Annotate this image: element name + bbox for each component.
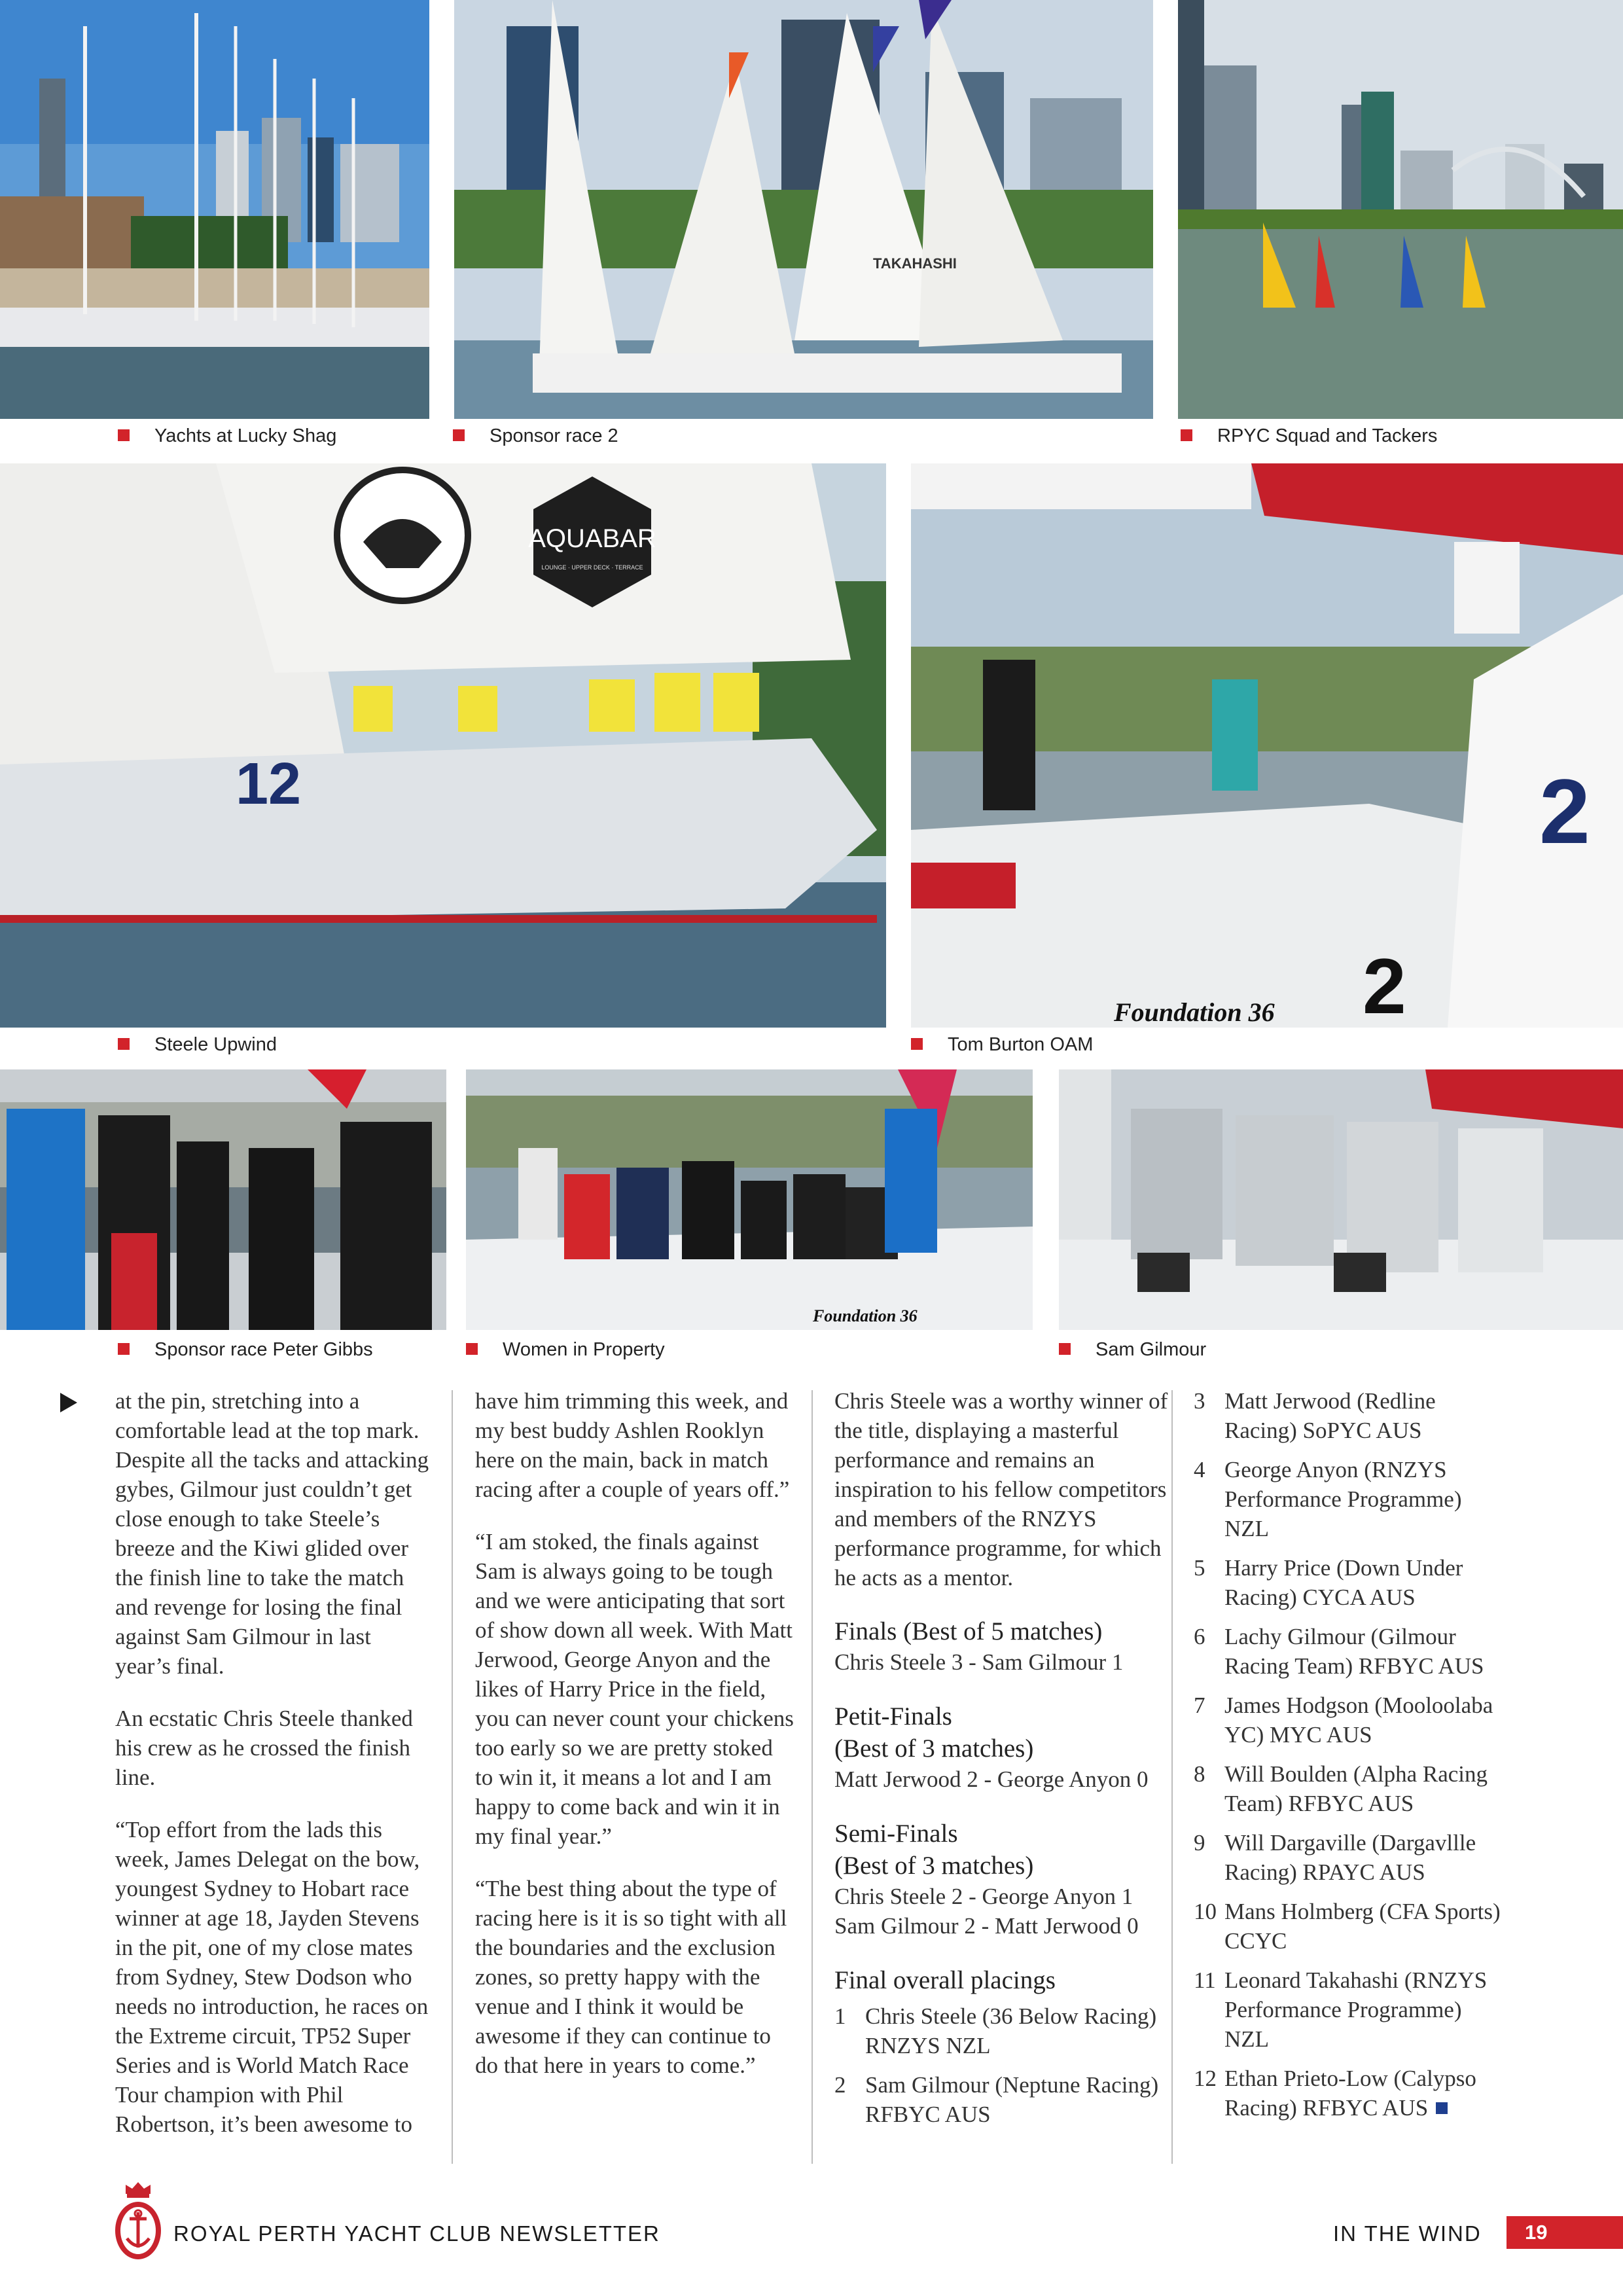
caption-text: RPYC Squad and Tackers: [1217, 425, 1438, 446]
photo-steele-upwind: [0, 463, 886, 1028]
caption-gilmour: [1059, 1339, 1206, 1361]
placings-list-part-1: [834, 2001, 1168, 2129]
caption-marker: [1059, 1343, 1071, 1355]
placing-item: [1194, 1455, 1505, 1543]
placing-number: 11: [1194, 1967, 1216, 1993]
paragraph: at the pin, stretching into a comfortable lead at the top mark. Despite all the tacks and attacking gybes, Gilmour just couldn’t get close enough to take Steele’s breeze and the Kiwi glided over the finish line to take the match and revenge for losing the final against Sam Gilmour in last year’s final.: [115, 1388, 429, 1679]
semi-finals-result-1: Chris Steele 2 - George Anyon 1: [834, 1884, 1133, 1909]
paragraph: “The best thing about the type of racing here is it is so tight with all the boundaries and the exclusion zones, so pretty happy with the venue and I think it would be awesome if they can continue to do that here in years to come.”: [475, 1876, 787, 2078]
paragraph: Chris Steele was a worthy winner of the title, displaying a masterful performance and remains an inspiration to his fellow competitors and members of the RNZYS performance programme, for which he acts as a mentor.: [834, 1388, 1168, 1590]
placing-item: [1194, 1965, 1505, 2054]
caption-steele: [118, 1034, 277, 1056]
paragraph: “I am stoked, the finals against Sam is always going to be tough and we were anticipating that sort of show down all week. With Matt Jerwood, George Anyon and the likes of Harry Price in the field, you can never count your chickens too early so we are pretty stoked to win it, it means a lot and I am happy to come back and win it in my final year.”: [475, 1529, 794, 1849]
newsletter-name: ROYAL PERTH YACHT CLUB NEWSLETTER: [173, 2221, 660, 2246]
aquabar-logo-sub: LOUNGE · UPPER DECK · TERRACE: [541, 564, 643, 571]
section-name: IN THE WIND: [1333, 2221, 1482, 2246]
column-divider: [1171, 1390, 1173, 2164]
article-column-2: [475, 1386, 796, 2080]
finals-heading: Finals (Best of 5 matches): [834, 1617, 1103, 1645]
article-column-3: [834, 1386, 1168, 2139]
placing-number: 1: [834, 2003, 846, 2029]
page-number: 19: [1507, 2216, 1623, 2249]
photo-sam-gilmour: [1059, 1069, 1623, 1330]
caption-sponsor-2: [453, 425, 618, 447]
placing-text: Harry Price (Down Under Racing) CYCA AUS: [1224, 1555, 1463, 1610]
placing-item: [1194, 1553, 1505, 1612]
caption-burton: [911, 1034, 1093, 1056]
placing-item: [834, 2070, 1168, 2129]
caption-text: Tom Burton OAM: [948, 1034, 1094, 1055]
placing-text: Matt Jerwood (Redline Racing) SoPYC AUS: [1224, 1388, 1436, 1443]
placing-item: [834, 2001, 1168, 2060]
placing-number: 2: [834, 2072, 846, 2098]
foundation-36-hull: Foundation 36: [813, 1306, 918, 1325]
end-of-article-mark: [1436, 2102, 1448, 2114]
boat-number-2: 2: [1363, 942, 1406, 1028]
caption-yachts: [118, 425, 336, 447]
photo-tom-burton: [911, 463, 1623, 1028]
placing-item: [1194, 1691, 1505, 1749]
placing-text: James Hodgson (Mooloolaba YC) MYC AUS: [1224, 1693, 1493, 1748]
placing-number: 3: [1194, 1388, 1205, 1414]
caption-marker: [1181, 429, 1192, 441]
placing-number: 10: [1194, 1899, 1217, 1924]
placing-item: [1194, 1759, 1505, 1818]
club-crest-icon: [113, 2179, 164, 2265]
boat-number-2-sail: 2: [1539, 760, 1590, 863]
aquabar-logo-text: AQUABAR: [528, 524, 656, 553]
placing-number: 12: [1194, 2066, 1217, 2091]
petit-finals-subheading: (Best of 3 matches): [834, 1734, 1034, 1763]
placing-text: Leonard Takahashi (RNZYS Performance Programme) NZL: [1224, 1967, 1488, 2052]
placing-item: [1194, 1828, 1505, 1887]
caption-text: Women in Property: [503, 1339, 665, 1360]
placing-text: Sam Gilmour (Neptune Racing) RFBYC AUS: [865, 2072, 1159, 2127]
article-column-4: [1194, 1386, 1505, 2132]
caption-rpyc: [1181, 425, 1437, 447]
column-divider: [452, 1390, 453, 2164]
sail-lettering-takahashi: TAKAHASHI: [873, 255, 957, 272]
caption-women: [466, 1339, 665, 1361]
caption-text: Yachts at Lucky Shag: [154, 425, 337, 446]
foundation-36-hull: Foundation 36: [1114, 997, 1275, 1027]
placing-item: [1194, 1897, 1505, 1956]
photo-yachts-lucky-shag: [0, 0, 429, 419]
semi-finals-result-2: Sam Gilmour 2 - Matt Jerwood 0: [834, 1913, 1139, 1939]
caption-text: Sponsor race Peter Gibbs: [154, 1339, 373, 1360]
placing-item: [1194, 2064, 1505, 2123]
column-divider: [812, 1390, 813, 2164]
article-column-1: [115, 1386, 429, 2139]
placing-number: 5: [1194, 1555, 1205, 1581]
caption-marker: [118, 1343, 130, 1355]
photo-women-in-property: [466, 1069, 1033, 1330]
placing-item: [1194, 1386, 1505, 1445]
caption-marker: [466, 1343, 478, 1355]
placing-text: Mans Holmberg (CFA Sports) CCYC: [1224, 1899, 1501, 1954]
finals-result: Chris Steele 3 - Sam Gilmour 1: [834, 1649, 1124, 1675]
caption-marker: [118, 1038, 130, 1050]
caption-text: Sponsor race 2: [490, 425, 618, 446]
placing-text: Will Dargaville (Dargavllle Racing) RPAYC AUS: [1224, 1830, 1476, 1885]
placing-text: Lachy Gilmour (Gilmour Racing Team) RFBYC AUS: [1224, 1624, 1484, 1679]
placing-text: Ethan Prieto-Low (Calypso Racing) RFBYC AUS: [1224, 2066, 1476, 2121]
paragraph: have him trimming this week, and my best buddy Ashlen Rooklyn here on the main, back in match racing after a couple of years off.”: [475, 1388, 790, 1502]
placing-text: Will Boulden (Alpha Racing Team) RFBYC AUS: [1224, 1761, 1488, 1816]
placing-number: 9: [1194, 1830, 1205, 1856]
photo-sponsor-race-2: [454, 0, 1153, 419]
paragraph: An ecstatic Chris Steele thanked his crew as he crossed the finish line.: [115, 1706, 413, 1790]
placing-item: [1194, 1622, 1505, 1681]
overall-placings-heading: Final overall placings: [834, 1966, 1056, 1994]
placing-text: George Anyon (RNZYS Performance Programme) NZL: [1224, 1457, 1462, 1541]
caption-marker: [911, 1038, 923, 1050]
continue-arrow-icon: [60, 1393, 77, 1412]
caption-text: Sam Gilmour: [1096, 1339, 1207, 1360]
placings-list-part-2: [1194, 1386, 1505, 2123]
placing-text: Chris Steele (36 Below Racing) RNZYS NZL: [865, 2003, 1157, 2058]
sail-number-12: 12: [236, 751, 302, 817]
caption-gibbs: [118, 1339, 373, 1361]
caption-marker: [118, 429, 130, 441]
petit-finals-result: Matt Jerwood 2 - George Anyon 0: [834, 1767, 1149, 1792]
petit-finals-heading: Petit-Finals: [834, 1702, 952, 1731]
photo-peter-gibbs: [0, 1069, 446, 1330]
semi-finals-heading: Semi-Finals: [834, 1820, 958, 1848]
photo-rpyc-squad-tackers: [1178, 0, 1623, 419]
semi-finals-subheading: (Best of 3 matches): [834, 1852, 1034, 1880]
paragraph: “Top effort from the lads this week, James Delegat on the bow, youngest Sydney to Hobart race winner at age 18, Jayden Stevens in the pit, one of my close mates from Sydney, Stew Dodson who needs no introduction, he races on the Extreme circuit, TP52 Super Series and is World Match Race Tour champion with Phil Robertson, it’s been awesome to: [115, 1817, 429, 2137]
placing-number: 4: [1194, 1457, 1205, 1482]
caption-text: Steele Upwind: [154, 1034, 277, 1055]
placing-number: 8: [1194, 1761, 1205, 1787]
placing-number: 6: [1194, 1624, 1205, 1649]
caption-marker: [453, 429, 465, 441]
placing-number: 7: [1194, 1693, 1205, 1718]
